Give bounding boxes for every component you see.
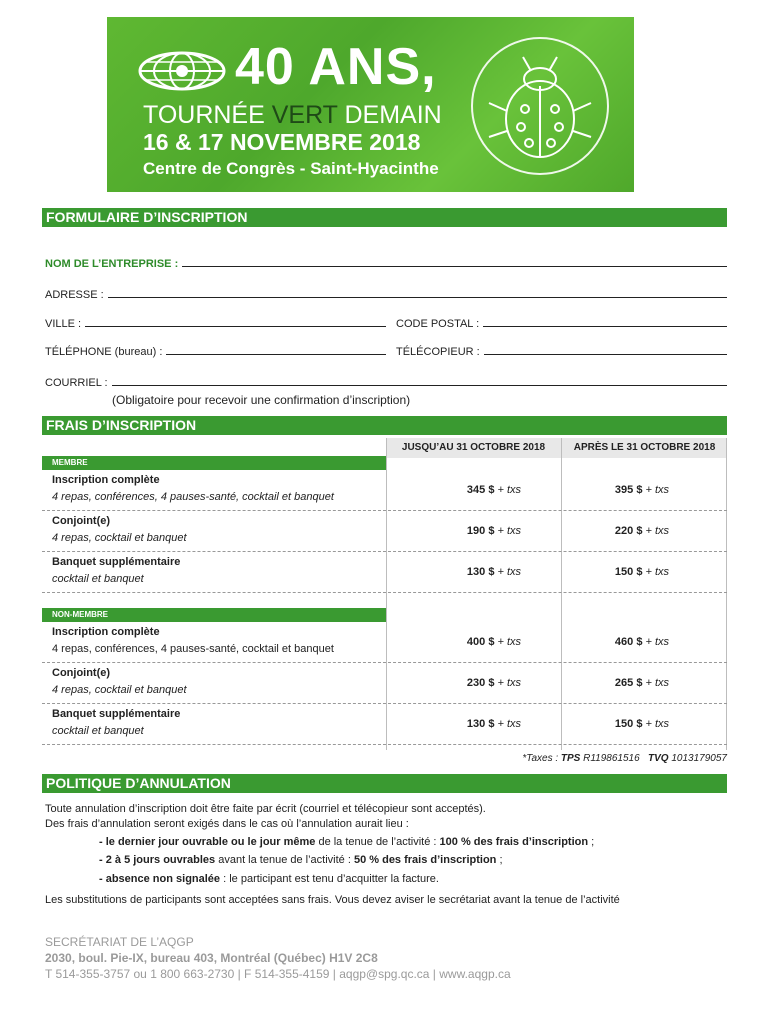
early-price: 400 $ + txs bbox=[466, 636, 522, 648]
policy-line: Des frais d’annulation seront exigés dans le cas où l’annulation aurait lieu : bbox=[45, 818, 409, 830]
table-row bbox=[42, 622, 727, 663]
event-banner bbox=[107, 17, 634, 192]
footer-org: SECRÉTARIAT DE L’AQGP bbox=[45, 935, 194, 949]
row-title: Banquet supplémentaire bbox=[52, 556, 181, 568]
row-description: 4 repas, cocktail et banquet bbox=[52, 532, 187, 544]
early-price: 230 $ + txs bbox=[466, 677, 522, 689]
early-price: 190 $ + txs bbox=[466, 525, 522, 537]
anniversary-title: 40 ANS, bbox=[235, 38, 437, 96]
policy-section-title: POLITIQUE D’ANNULATION bbox=[42, 774, 727, 793]
fax-input-line[interactable] bbox=[484, 354, 727, 355]
row-description: 4 repas, conférences, 4 pauses-santé, cocktail et banquet bbox=[52, 643, 334, 655]
policy-bullet: - 2 à 5 jours ouvrables avant la tenue de l’activité : 50 % des frais d’inscription ; bbox=[99, 854, 503, 866]
row-description: 4 repas, cocktail et banquet bbox=[52, 684, 187, 696]
table-row bbox=[42, 704, 727, 745]
row-description: cocktail et banquet bbox=[52, 573, 144, 585]
city-input-line[interactable] bbox=[85, 326, 386, 327]
company-label: NOM DE L’ENTREPRISE : bbox=[45, 258, 179, 270]
row-title: Inscription complète bbox=[52, 626, 160, 638]
postal-code-label: CODE POSTAL : bbox=[396, 318, 480, 330]
early-price: 345 $ + txs bbox=[466, 484, 522, 496]
company-input-line[interactable] bbox=[182, 266, 727, 267]
late-price: 460 $ + txs bbox=[614, 636, 670, 648]
row-title: Conjoint(e) bbox=[52, 667, 111, 679]
late-price: 395 $ + txs bbox=[614, 484, 670, 496]
phone-label: TÉLÉPHONE (bureau) : bbox=[45, 346, 163, 358]
city-field[interactable] bbox=[45, 318, 386, 330]
late-header: APRÈS LE 31 OCTOBRE 2018 bbox=[562, 438, 727, 458]
footer-address: 2030, boul. Pie-IX, bureau 403, Montréal (Québec) H1V 2C8 bbox=[45, 951, 378, 965]
late-price: 220 $ + txs bbox=[614, 525, 670, 537]
nonmember-category-label: NON-MEMBRE bbox=[42, 608, 386, 622]
address-label: ADRESSE : bbox=[45, 289, 104, 301]
policy-bullet: - le dernier jour ouvrable ou le jour même de la tenue de l’activité : 100 % des frais d’inscription ; bbox=[99, 836, 595, 848]
tax-numbers: *Taxes : TPS R119861516 TVQ 1013179057 bbox=[522, 753, 727, 764]
address-field[interactable] bbox=[45, 289, 727, 301]
table-row bbox=[42, 511, 727, 552]
postal-code-input-line[interactable] bbox=[483, 326, 727, 327]
postal-code-field[interactable] bbox=[396, 318, 727, 330]
phone-field[interactable] bbox=[45, 346, 386, 358]
late-price: 150 $ + txs bbox=[614, 718, 670, 730]
fax-label: TÉLÉCOPIEUR : bbox=[396, 346, 480, 358]
row-description: 4 repas, conférences, 4 pauses-santé, cocktail et banquet bbox=[52, 491, 334, 503]
address-input-line[interactable] bbox=[108, 297, 727, 298]
early-price: 130 $ + txs bbox=[466, 566, 522, 578]
late-price: 265 $ + txs bbox=[614, 677, 670, 689]
member-category-label: MEMBRE bbox=[42, 456, 386, 470]
row-title: Banquet supplémentaire bbox=[52, 708, 181, 720]
event-venue: Centre de Congrès - Saint-Hyacinthe bbox=[143, 159, 439, 178]
fees-section-title: FRAIS D’INSCRIPTION bbox=[42, 416, 727, 435]
row-title: Conjoint(e) bbox=[52, 515, 111, 527]
substitutions-note: Les substitutions de participants sont acceptées sans frais. Vous devez aviser le secrétariat avant la tenue de l’activité bbox=[45, 894, 620, 906]
event-dates: 16 & 17 NOVEMBRE 2018 bbox=[143, 129, 421, 155]
row-description: cocktail et banquet bbox=[52, 725, 144, 737]
table-row bbox=[42, 552, 727, 593]
city-label: VILLE : bbox=[45, 318, 82, 330]
email-field[interactable] bbox=[45, 377, 727, 389]
fax-field[interactable] bbox=[396, 346, 727, 358]
email-note: (Obligatoire pour recevoir une confirmation d’inscription) bbox=[112, 393, 411, 407]
early-bird-header: JUSQU’AU 31 OCTOBRE 2018 bbox=[386, 438, 561, 458]
banner-subtitle: TOURNÉE VERT DEMAIN bbox=[143, 101, 442, 129]
row-title: Inscription complète bbox=[52, 474, 160, 486]
email-label: COURRIEL : bbox=[45, 377, 108, 389]
footer-contact: T 514-355-3757 ou 1 800 663-2730 | F 514-355-4159 | aqgp@spg.qc.ca | www.aqgp.ca bbox=[45, 967, 511, 981]
company-field[interactable] bbox=[45, 258, 727, 270]
email-input-line[interactable] bbox=[112, 385, 727, 386]
phone-input-line[interactable] bbox=[166, 354, 386, 355]
late-price: 150 $ + txs bbox=[614, 566, 670, 578]
policy-bullet: - absence non signalée : le participant est tenu d’acquitter la facture. bbox=[99, 873, 439, 885]
form-section-title: FORMULAIRE D’INSCRIPTION bbox=[42, 208, 727, 227]
aqgp-globe-logo bbox=[137, 49, 227, 93]
ladybug-icon bbox=[465, 31, 615, 181]
table-row bbox=[42, 663, 727, 704]
table-row bbox=[42, 470, 727, 511]
policy-line: Toute annulation d’inscription doit être faite par écrit (courriel et télécopieur sont acceptés). bbox=[45, 803, 486, 815]
early-price: 130 $ + txs bbox=[466, 718, 522, 730]
